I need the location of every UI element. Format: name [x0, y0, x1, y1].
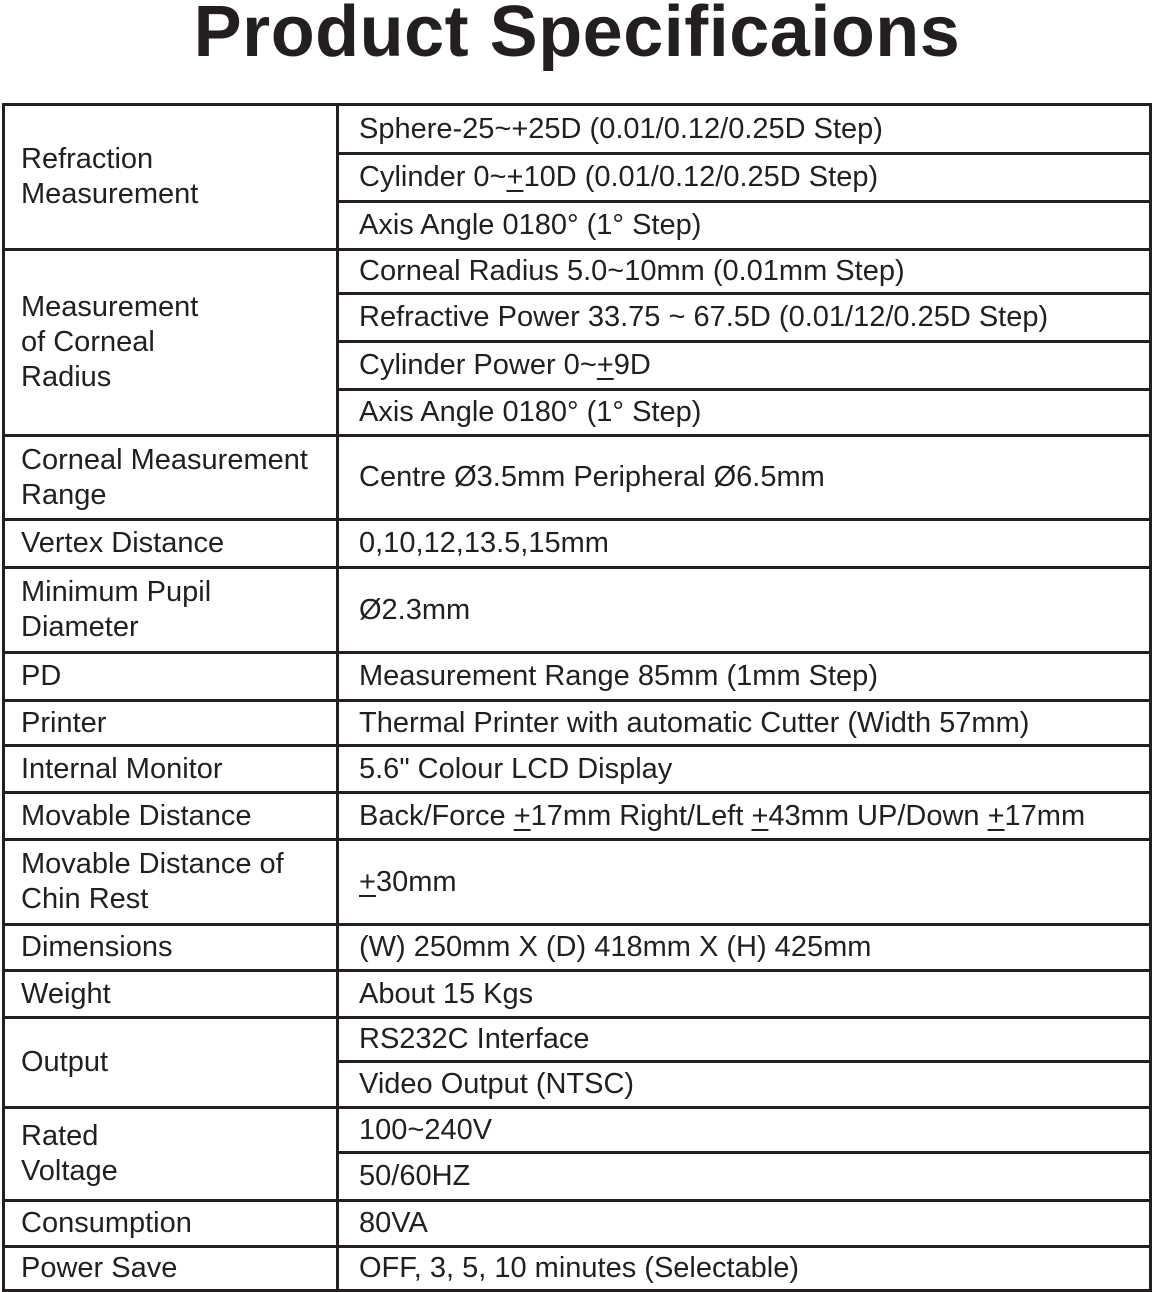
spec-value-text: 17mm Right/Left — [530, 799, 752, 832]
plus-minus-sign: + — [506, 161, 524, 193]
spec-label-measurement-of-corneal-radius — [4, 250, 338, 436]
spec-value-text: Measurement Range 85mm (1mm Step) — [359, 660, 878, 692]
spec-value-text: RS232C Interface — [359, 1023, 590, 1055]
spec-value-text: 9D — [613, 349, 651, 381]
plus-minus-sign: + — [751, 799, 769, 832]
spec-label-printer — [4, 701, 338, 746]
spec-row — [4, 1018, 1151, 1062]
spec-row — [4, 701, 1151, 746]
spec-value-text: Axis Angle 0180° (1° Step) — [359, 209, 702, 241]
spec-label-dimensions — [4, 925, 338, 971]
spec-value-text: About 15 Kgs — [359, 977, 534, 1010]
spec-row — [4, 1247, 1151, 1291]
spec-row — [4, 105, 1151, 154]
spec-label-line: Radius — [21, 361, 112, 393]
spec-value — [338, 342, 1151, 390]
spec-value — [338, 840, 1151, 925]
spec-value-text: Thermal Printer with automatic Cutter (Width 57mm) — [359, 706, 1030, 739]
spec-label-line: Output — [21, 1046, 109, 1078]
spec-label-minimum-pupil-diameter — [4, 568, 338, 653]
spec-label-pd — [4, 653, 338, 701]
spec-value-text: Back/Force — [359, 799, 514, 832]
spec-value — [338, 1247, 1151, 1291]
spec-label-line: Minimum Pupil — [21, 576, 212, 608]
spec-value — [338, 1201, 1151, 1247]
spec-value-text: Ø2.3mm — [359, 593, 471, 626]
spec-label-line: Weight — [21, 977, 111, 1010]
spec-value-text: Cylinder 0~ — [359, 161, 507, 193]
spec-label-line: Corneal Measurement — [21, 443, 308, 476]
spec-label-line: Chin Rest — [21, 883, 149, 915]
spec-label-rated-voltage — [4, 1108, 338, 1201]
spec-value-text: Centre Ø3.5mm Peripheral Ø6.5mm — [359, 461, 825, 493]
spec-value — [338, 436, 1151, 520]
spec-value-text: OFF, 3, 5, 10 minutes (Selectable) — [359, 1252, 800, 1284]
spec-row — [4, 1108, 1151, 1153]
spec-value — [338, 294, 1151, 342]
spec-label-line: Consumption — [21, 1207, 192, 1239]
spec-label-line: Voltage — [21, 1155, 118, 1187]
spec-value-text: 80VA — [359, 1207, 428, 1239]
spec-value-text: Cylinder Power 0~ — [359, 349, 597, 381]
spec-label-corneal-measurement-range — [4, 436, 338, 520]
spec-label-line: Measurement — [21, 291, 199, 323]
spec-label-line: Measurement — [21, 178, 199, 210]
spec-label-line: Range — [21, 478, 107, 511]
spec-label-line: Refraction — [21, 143, 154, 175]
plus-minus-sign: + — [987, 799, 1005, 832]
spec-label-line: Movable Distance of — [21, 848, 284, 880]
spec-value-text: 43mm UP/Down — [768, 799, 988, 832]
spec-value-text: (W) 250mm X (D) 418mm X (H) 425mm — [359, 931, 872, 963]
spec-row — [4, 840, 1151, 925]
spec-value — [338, 154, 1151, 202]
spec-value — [338, 653, 1151, 701]
spec-label-line: Vertex Distance — [21, 527, 225, 559]
spec-label-line: Rated — [21, 1120, 99, 1152]
spec-value-text: 5.6" Colour LCD Display — [359, 752, 673, 785]
spec-value-text: 17mm — [1004, 799, 1086, 832]
spec-value-text: Axis Angle 0180° (1° Step) — [359, 396, 702, 428]
spec-value — [338, 971, 1151, 1018]
spec-label-line: Printer — [21, 706, 107, 739]
spec-label-vertex-distance — [4, 520, 338, 568]
spec-row — [4, 436, 1151, 520]
spec-value — [338, 202, 1151, 250]
spec-value — [338, 390, 1151, 436]
plus-minus-sign: + — [513, 799, 531, 832]
spec-row — [4, 568, 1151, 653]
spec-label-internal-monitor — [4, 746, 338, 793]
spec-value-text: 50/60HZ — [359, 1160, 471, 1192]
page-title: Product Specificaions — [193, 0, 961, 72]
spec-label-refraction-measurement — [4, 105, 338, 250]
plus-minus-sign: + — [359, 865, 376, 898]
spec-row — [4, 520, 1151, 568]
spec-value-text: 10D (0.01/0.12/0.25D Step) — [523, 161, 879, 193]
spec-label-line: Power Save — [21, 1252, 178, 1284]
spec-label-consumption — [4, 1201, 338, 1247]
spec-row — [4, 250, 1151, 294]
spec-value-text: 100~240V — [359, 1113, 493, 1146]
spec-label-line: Diameter — [21, 611, 139, 643]
spec-value — [338, 1153, 1151, 1201]
spec-value-text: Refractive Power 33.75 ~ 67.5D (0.01/12/0.25D Step) — [359, 301, 1049, 333]
spec-label-output — [4, 1018, 338, 1108]
spec-value — [338, 568, 1151, 653]
spec-value — [338, 701, 1151, 746]
spec-label-weight — [4, 971, 338, 1018]
spec-label-line: PD — [21, 660, 62, 692]
spec-value — [338, 1108, 1151, 1153]
spec-row — [4, 653, 1151, 701]
spec-label-line: Dimensions — [21, 931, 173, 963]
spec-row — [4, 746, 1151, 793]
spec-label-movable-distance — [4, 793, 338, 840]
spec-value — [338, 925, 1151, 971]
spec-value — [338, 250, 1151, 294]
spec-label-line: Internal Monitor — [21, 752, 223, 785]
spec-value-text: Sphere-25~+25D (0.01/0.12/0.25D Step) — [359, 112, 883, 145]
spec-value — [338, 520, 1151, 568]
spec-value-text: 0,10,12,13.5,15mm — [359, 527, 609, 559]
spec-value-text: Corneal Radius 5.0~10mm (0.01mm Step) — [359, 255, 905, 287]
spec-value — [338, 1018, 1151, 1062]
spec-value — [338, 793, 1151, 840]
spec-row — [4, 793, 1151, 840]
spec-row — [4, 925, 1151, 971]
spec-row — [4, 971, 1151, 1018]
spec-row — [4, 1201, 1151, 1247]
spec-label-line: Movable Distance — [21, 799, 252, 832]
spec-value — [338, 1062, 1151, 1108]
spec-label-power-save — [4, 1247, 338, 1291]
spec-label-line: of Corneal — [21, 326, 155, 358]
spec-label-movable-distance-of-chin-rest — [4, 840, 338, 925]
spec-value — [338, 746, 1151, 793]
spec-value-text: 30mm — [375, 865, 457, 898]
spec-value-text: Video Output (NTSC) — [359, 1068, 635, 1100]
spec-value — [338, 105, 1151, 154]
plus-minus-sign: + — [596, 349, 614, 381]
spec-table — [2, 103, 1152, 1292]
